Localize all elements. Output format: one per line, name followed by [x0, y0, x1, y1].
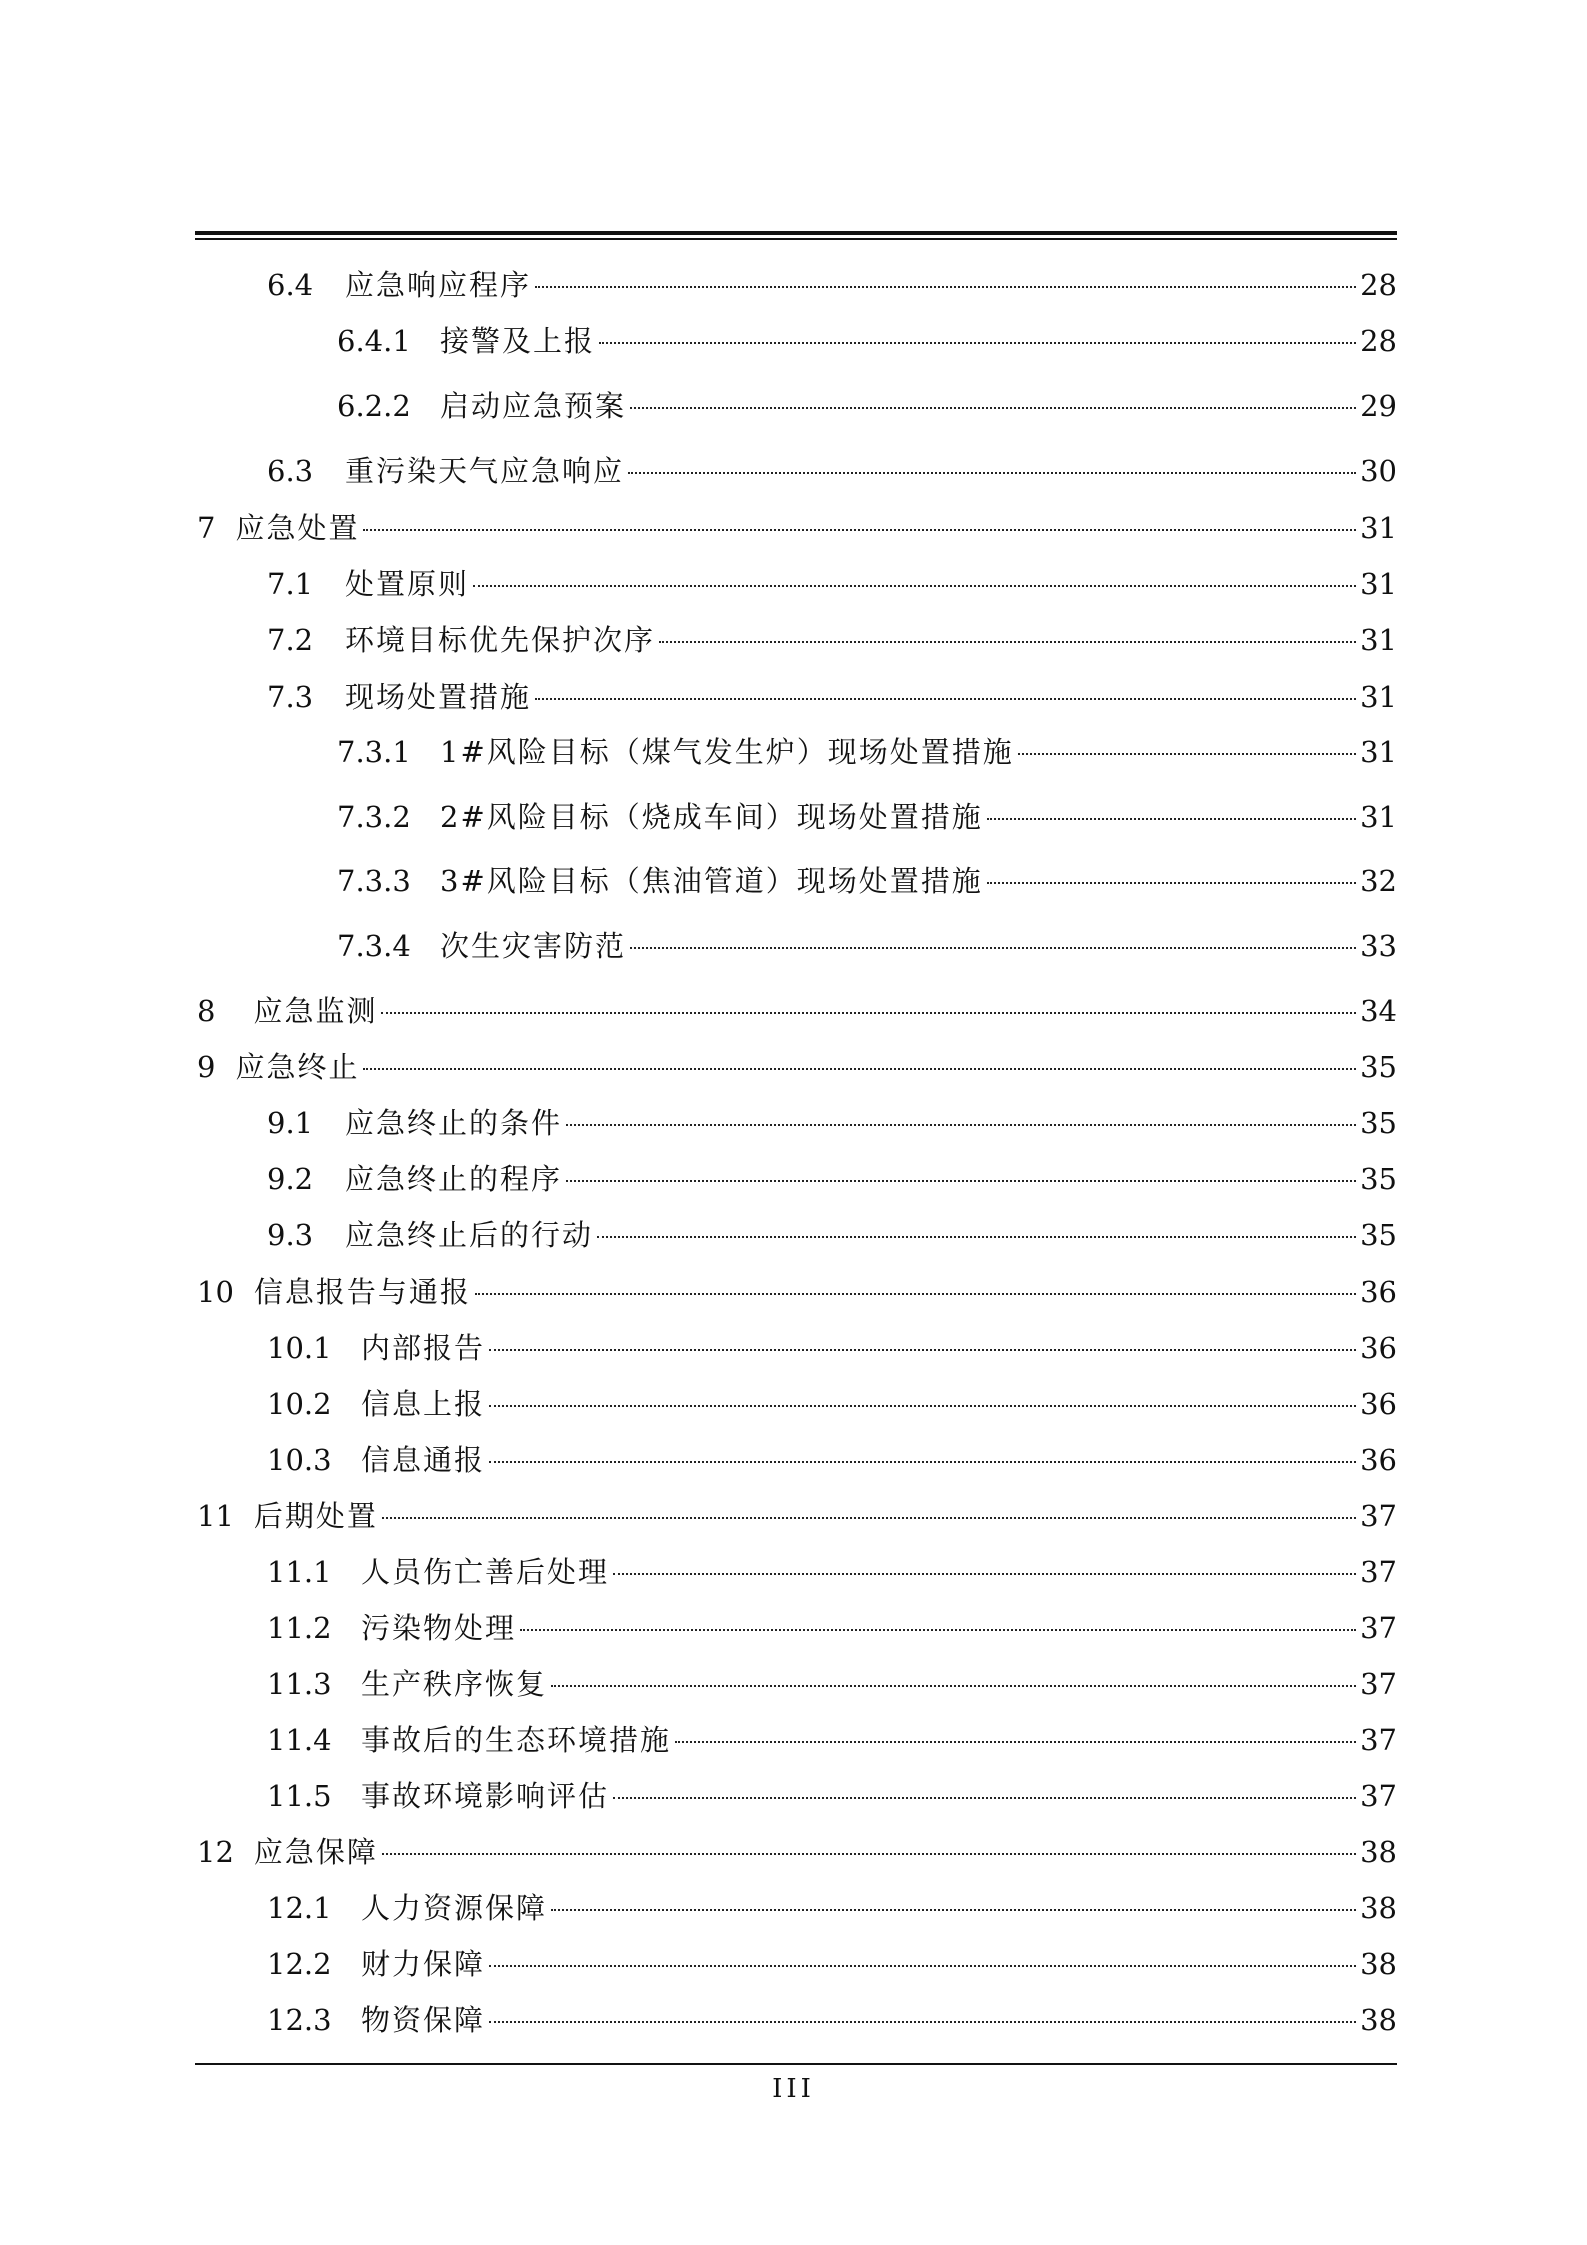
toc-entry-page: 31	[1360, 680, 1397, 714]
toc-entry[interactable]	[267, 2000, 1397, 2040]
toc-entry-title: 人员伤亡善后处理	[361, 1555, 610, 1589]
toc-entry-number: 9.3	[267, 1218, 314, 1252]
dot-leader	[628, 472, 1356, 474]
toc-entry-page: 30	[1360, 454, 1397, 488]
toc-entry-title: 应急监测	[253, 994, 378, 1028]
toc-entry-title: 处置原则	[345, 567, 470, 601]
toc-entry-page: 36	[1360, 1387, 1397, 1421]
toc-entry-page: 36	[1360, 1331, 1397, 1365]
toc-entry-page: 28	[1360, 324, 1397, 358]
toc-entry[interactable]	[197, 1832, 1397, 1872]
toc-entry-number: 12.1	[267, 1891, 332, 1925]
toc-entry[interactable]	[337, 797, 1397, 837]
toc-entry[interactable]	[267, 1888, 1397, 1928]
toc-entry-title: 信息上报	[361, 1387, 486, 1421]
toc-entry-title: 3#风险目标（焦油管道）现场处置措施	[440, 864, 983, 898]
toc-entry-number: 7	[197, 511, 216, 545]
toc-entry-number: 7.3.2	[337, 800, 411, 834]
toc-entry-title: 现场处置措施	[345, 680, 532, 714]
page-number: III	[772, 2074, 815, 2104]
toc-entry[interactable]	[267, 1664, 1397, 1704]
toc-entry-number: 9	[197, 1050, 216, 1084]
toc-entry-title: 生产秩序恢复	[361, 1667, 548, 1701]
dot-leader	[630, 947, 1356, 949]
toc-entry-page: 31	[1360, 567, 1397, 601]
toc-entry-title: 接警及上报	[440, 324, 596, 358]
toc-entry[interactable]	[267, 620, 1397, 660]
toc-entry-page: 31	[1360, 800, 1397, 834]
toc-entry[interactable]	[267, 1776, 1397, 1816]
toc-entry-number: 11.4	[267, 1723, 332, 1757]
dot-leader	[363, 529, 1356, 531]
toc-entry-page: 37	[1360, 1555, 1397, 1589]
toc-entry[interactable]	[267, 265, 1397, 305]
toc-entry-title: 应急响应程序	[345, 268, 532, 302]
dot-leader	[489, 1965, 1356, 1967]
toc-entry-title: 应急保障	[253, 1835, 378, 1869]
toc-entry-title: 1#风险目标（煤气发生炉）现场处置措施	[440, 735, 1014, 769]
toc-entry-number: 6.2.2	[337, 389, 411, 423]
toc-entry-number: 12.2	[267, 1947, 332, 1981]
toc-entry-page: 31	[1360, 735, 1397, 769]
toc-entry-page: 38	[1360, 1947, 1397, 1981]
toc-entry-number: 10.1	[267, 1331, 332, 1365]
toc-entry[interactable]	[267, 1384, 1397, 1424]
toc-entry-number: 10	[197, 1275, 234, 1309]
dot-leader	[630, 407, 1356, 409]
toc-entry-number: 7.3.3	[337, 864, 411, 898]
toc-entry-number: 11.2	[267, 1611, 332, 1645]
toc-entry-number: 7.3.4	[337, 929, 411, 963]
dot-leader	[473, 585, 1356, 587]
toc-entry-page: 35	[1360, 1162, 1397, 1196]
toc-entry-page: 31	[1360, 511, 1397, 545]
toc-entry-title: 次生灾害防范	[440, 929, 627, 963]
toc-entry-number: 6.3	[267, 454, 314, 488]
toc-entry-number: 6.4	[267, 268, 314, 302]
toc-entry[interactable]	[267, 1103, 1397, 1143]
toc-entry[interactable]	[337, 861, 1397, 901]
toc-entry[interactable]	[197, 508, 1397, 548]
toc-entry-page: 38	[1360, 1835, 1397, 1869]
toc-entry-title: 内部报告	[361, 1331, 486, 1365]
toc-entry[interactable]	[267, 1608, 1397, 1648]
toc-entry-title: 污染物处理	[361, 1611, 517, 1645]
toc-entry-page: 28	[1360, 268, 1397, 302]
toc-entry-page: 31	[1360, 623, 1397, 657]
toc-entry-page: 35	[1360, 1050, 1397, 1084]
toc-entry-number: 7.2	[267, 623, 314, 657]
dot-leader	[489, 1405, 1356, 1407]
toc-entry-page: 34	[1360, 994, 1397, 1028]
toc-entry[interactable]	[197, 1272, 1397, 1312]
toc-entry[interactable]	[197, 1496, 1397, 1536]
toc-entry[interactable]	[337, 926, 1397, 966]
dot-leader	[382, 1517, 1356, 1519]
dot-leader	[551, 1685, 1356, 1687]
toc-entry-page: 35	[1360, 1106, 1397, 1140]
toc-entry-number: 6.4.1	[337, 324, 411, 358]
toc-entry-page: 37	[1360, 1723, 1397, 1757]
dot-leader	[987, 882, 1356, 884]
dot-leader	[566, 1180, 1356, 1182]
toc-entry-number: 10.2	[267, 1387, 332, 1421]
toc-entry-title: 应急终止	[235, 1050, 360, 1084]
toc-entry-number: 10.3	[267, 1443, 332, 1477]
toc-entry-number: 11	[197, 1499, 234, 1533]
toc-entry[interactable]	[267, 1215, 1397, 1255]
dot-leader	[382, 1853, 1356, 1855]
dot-leader	[613, 1797, 1356, 1799]
dot-leader	[363, 1068, 1356, 1070]
toc-entry[interactable]	[337, 386, 1397, 426]
toc-entry-title: 信息通报	[361, 1443, 486, 1477]
toc-entry-title: 应急处置	[235, 511, 360, 545]
dot-leader	[675, 1741, 1356, 1743]
dot-leader	[381, 1012, 1356, 1014]
dot-leader	[599, 342, 1356, 344]
dot-leader	[613, 1573, 1356, 1575]
toc-entry[interactable]	[267, 1944, 1397, 1984]
dot-leader	[566, 1124, 1356, 1126]
toc-entry-page: 37	[1360, 1667, 1397, 1701]
toc-entry[interactable]	[267, 1720, 1397, 1760]
toc-entry-number: 12.3	[267, 2003, 332, 2037]
toc-entry[interactable]	[267, 1440, 1397, 1480]
toc-entry-page: 36	[1360, 1443, 1397, 1477]
toc-entry[interactable]	[337, 321, 1397, 361]
dot-leader	[1018, 753, 1356, 755]
toc-entry-page: 38	[1360, 1891, 1397, 1925]
toc-entry-title: 重污染天气应急响应	[345, 454, 625, 488]
toc-entry-number: 7.3	[267, 680, 314, 714]
dot-leader	[551, 1909, 1356, 1911]
toc-entry[interactable]	[267, 564, 1397, 604]
toc-entry-title: 物资保障	[361, 2003, 486, 2037]
dot-leader	[659, 641, 1356, 643]
toc-entry-title: 应急终止的条件	[345, 1106, 563, 1140]
toc-entry-page: 36	[1360, 1275, 1397, 1309]
toc-entry[interactable]	[267, 1552, 1397, 1592]
toc-entry-number: 9.1	[267, 1106, 314, 1140]
toc-entry-page: 37	[1360, 1499, 1397, 1533]
toc-entry[interactable]	[267, 1328, 1397, 1368]
dot-leader	[535, 286, 1356, 288]
toc-entry-page: 38	[1360, 2003, 1397, 2037]
toc-entry[interactable]	[267, 451, 1397, 491]
toc-entry-number: 9.2	[267, 1162, 314, 1196]
dot-leader	[535, 698, 1356, 700]
toc-entry-title: 环境目标优先保护次序	[345, 623, 656, 657]
footer-rule	[195, 2063, 1397, 2065]
toc-entry[interactable]	[337, 732, 1397, 772]
toc-entry-number: 8	[197, 994, 216, 1028]
dot-leader	[475, 1293, 1356, 1295]
toc-entry-title: 事故后的生态环境措施	[361, 1723, 672, 1757]
toc-entry-title: 应急终止后的行动	[345, 1218, 594, 1252]
toc-entry-page: 29	[1360, 389, 1397, 423]
toc-entry-number: 11.1	[267, 1555, 332, 1589]
dot-leader	[489, 2021, 1356, 2023]
toc-entry-title: 后期处置	[253, 1499, 378, 1533]
toc-entry-title: 事故环境影响评估	[361, 1779, 610, 1813]
dot-leader	[987, 818, 1356, 820]
dot-leader	[520, 1629, 1356, 1631]
toc-entry[interactable]	[267, 677, 1397, 717]
dot-leader	[489, 1461, 1356, 1463]
toc-entry-number: 11.3	[267, 1667, 332, 1701]
dot-leader	[597, 1236, 1356, 1238]
toc-entry-title: 启动应急预案	[440, 389, 627, 423]
toc-entry-number: 11.5	[267, 1779, 332, 1813]
toc-entry-page: 37	[1360, 1779, 1397, 1813]
toc-entry-title: 应急终止的程序	[345, 1162, 563, 1196]
toc-entry-title: 人力资源保障	[361, 1891, 548, 1925]
toc-entry-number: 7.3.1	[337, 735, 411, 769]
dot-leader	[489, 1349, 1356, 1351]
toc-entry[interactable]	[267, 1159, 1397, 1199]
toc-entry-title: 财力保障	[361, 1947, 486, 1981]
toc-entry-number: 7.1	[267, 567, 314, 601]
toc-entry-page: 35	[1360, 1218, 1397, 1252]
toc-entry-page: 33	[1360, 929, 1397, 963]
toc-entry-page: 37	[1360, 1611, 1397, 1645]
toc-entry[interactable]	[197, 991, 1397, 1031]
toc-entry-title: 2#风险目标（烧成车间）现场处置措施	[440, 800, 983, 834]
toc-entry-number: 12	[197, 1835, 234, 1869]
toc-entry[interactable]	[197, 1047, 1397, 1087]
toc-entry-title: 信息报告与通报	[253, 1275, 471, 1309]
toc-entry-page: 32	[1360, 864, 1397, 898]
